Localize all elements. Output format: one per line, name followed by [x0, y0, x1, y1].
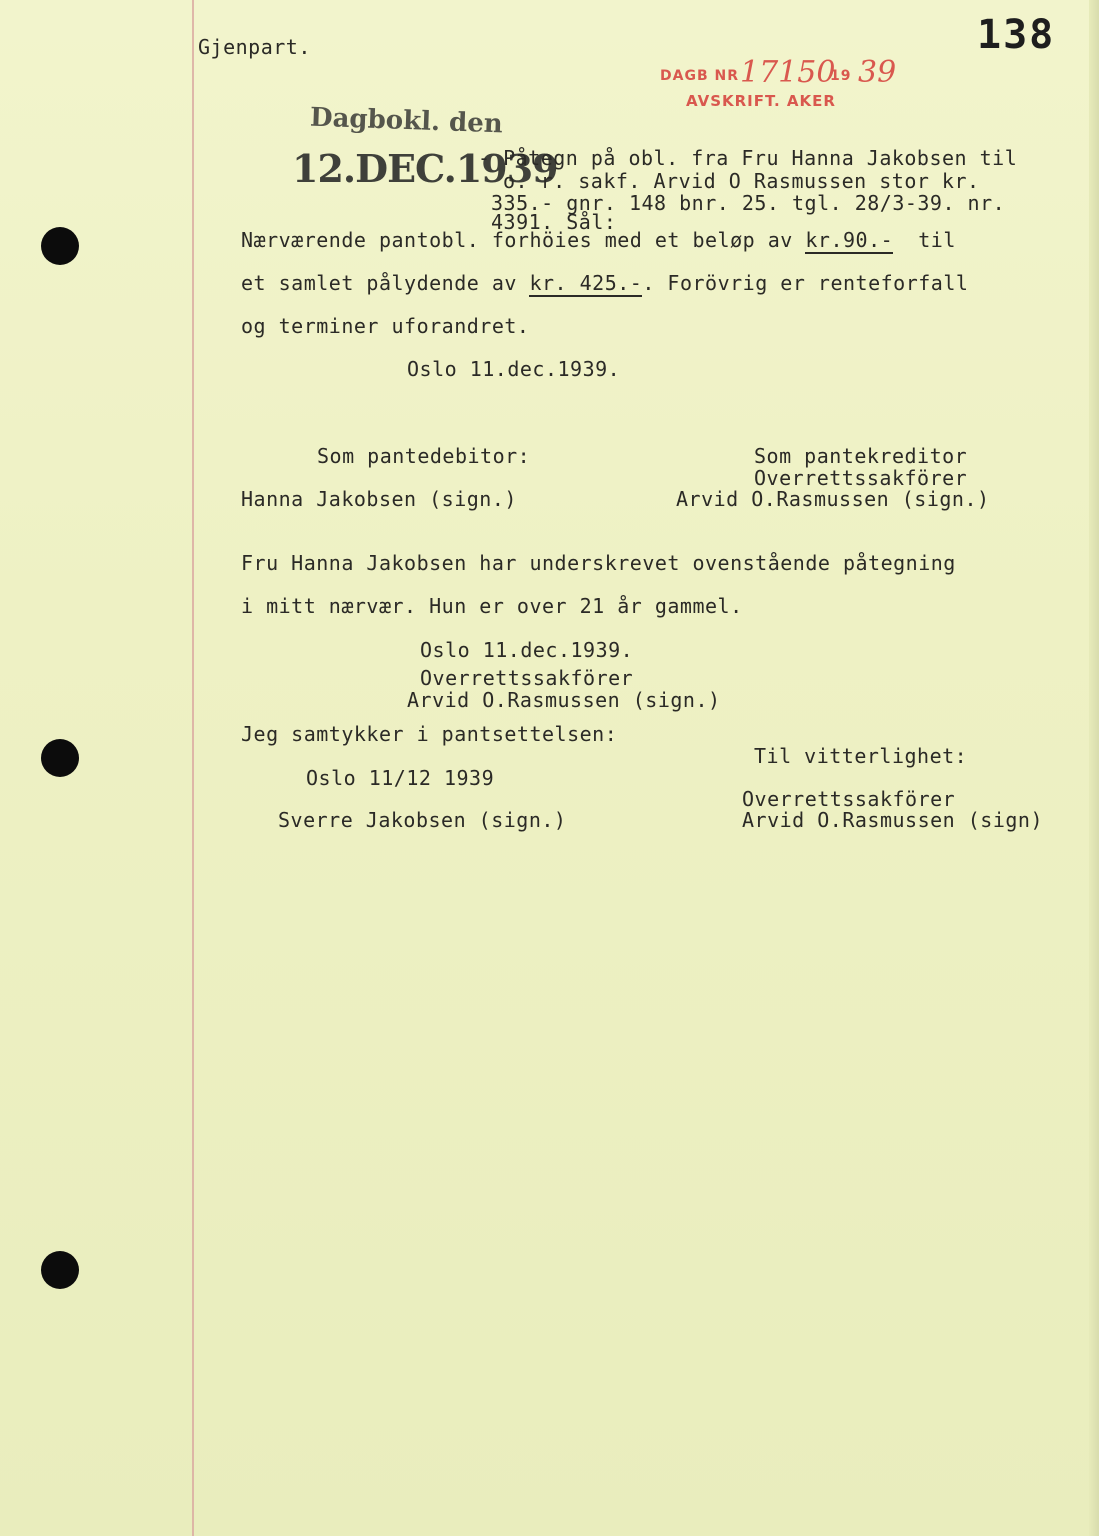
stamp-hand-number: 17150 [740, 55, 836, 90]
creditor-title: Overrettssakförer [754, 466, 968, 490]
witness-place-date: Oslo 11.dec.1939. [420, 638, 634, 662]
attestation-title: Overrettssakförer [742, 787, 956, 811]
punch-hole-top [41, 227, 79, 265]
intro-line-1: - Påtegn på obl. fra Fru Hanna Jakobsen til [478, 146, 1018, 170]
intro-line-4: 4391. Sål: [491, 210, 617, 234]
consent-text: Jeg samtykker i pantsettelsen: [241, 722, 618, 746]
intro-line-2: o. r. sakf. Arvid O Rasmussen stor kr. [503, 169, 980, 193]
creditor-label: Som pantekreditor [754, 444, 968, 468]
witness-line-2: i mitt nærvær. Hun er over 21 år gammel. [241, 594, 743, 618]
consent-name: Sverre Jakobsen (sign.) [278, 808, 567, 832]
stamp-year-prefix: 19 [830, 68, 852, 84]
body-line-2: et samlet pålydende av kr. 425.-. Forövrig er renteforfall [241, 271, 969, 295]
body-line-1: Nærværende pantobl. forhöies med et beløp av kr.90.- til [241, 228, 956, 252]
page-number: 138 [977, 12, 1056, 58]
debtor-label: Som pantedebitor: [317, 444, 531, 468]
punch-hole-middle [41, 739, 79, 777]
witness-name: Arvid O.Rasmussen (sign.) [407, 688, 721, 712]
stamp-avskrift: AVSKRIFT. AKER [686, 92, 836, 110]
punch-hole-bottom [41, 1251, 79, 1289]
page-edge [1089, 0, 1099, 1536]
attestation-label: Til vitterlighet: [754, 744, 968, 768]
consent-place-date: Oslo 11/12 1939 [306, 766, 495, 790]
witness-line-1: Fru Hanna Jakobsen har underskrevet ovenstående påtegning [241, 551, 956, 575]
header-label: Gjenpart. [198, 35, 311, 59]
witness-title: Overrettssakförer [420, 666, 634, 690]
debtor-name: Hanna Jakobsen (sign.) [241, 487, 517, 511]
dagbok-stamp-date: 12.DEC.1939 [292, 146, 558, 191]
stamp-hand-year: 39 [858, 55, 897, 90]
body-place-date: Oslo 11.dec.1939. [407, 357, 621, 381]
body-line-3: og terminer uforandret. [241, 314, 530, 338]
creditor-name: Arvid O.Rasmussen (sign.) [676, 487, 990, 511]
attestation-name: Arvid O.Rasmussen (sign) [742, 808, 1043, 832]
margin-line [192, 0, 194, 1536]
stamp-dagb-prefix: DAGB NR [660, 68, 739, 84]
intro-line-3: 335.- gnr. 148 bnr. 25. tgl. 28/3-39. nr. [491, 191, 1006, 215]
dagbok-stamp-label: Dagbokl. den [309, 102, 504, 140]
